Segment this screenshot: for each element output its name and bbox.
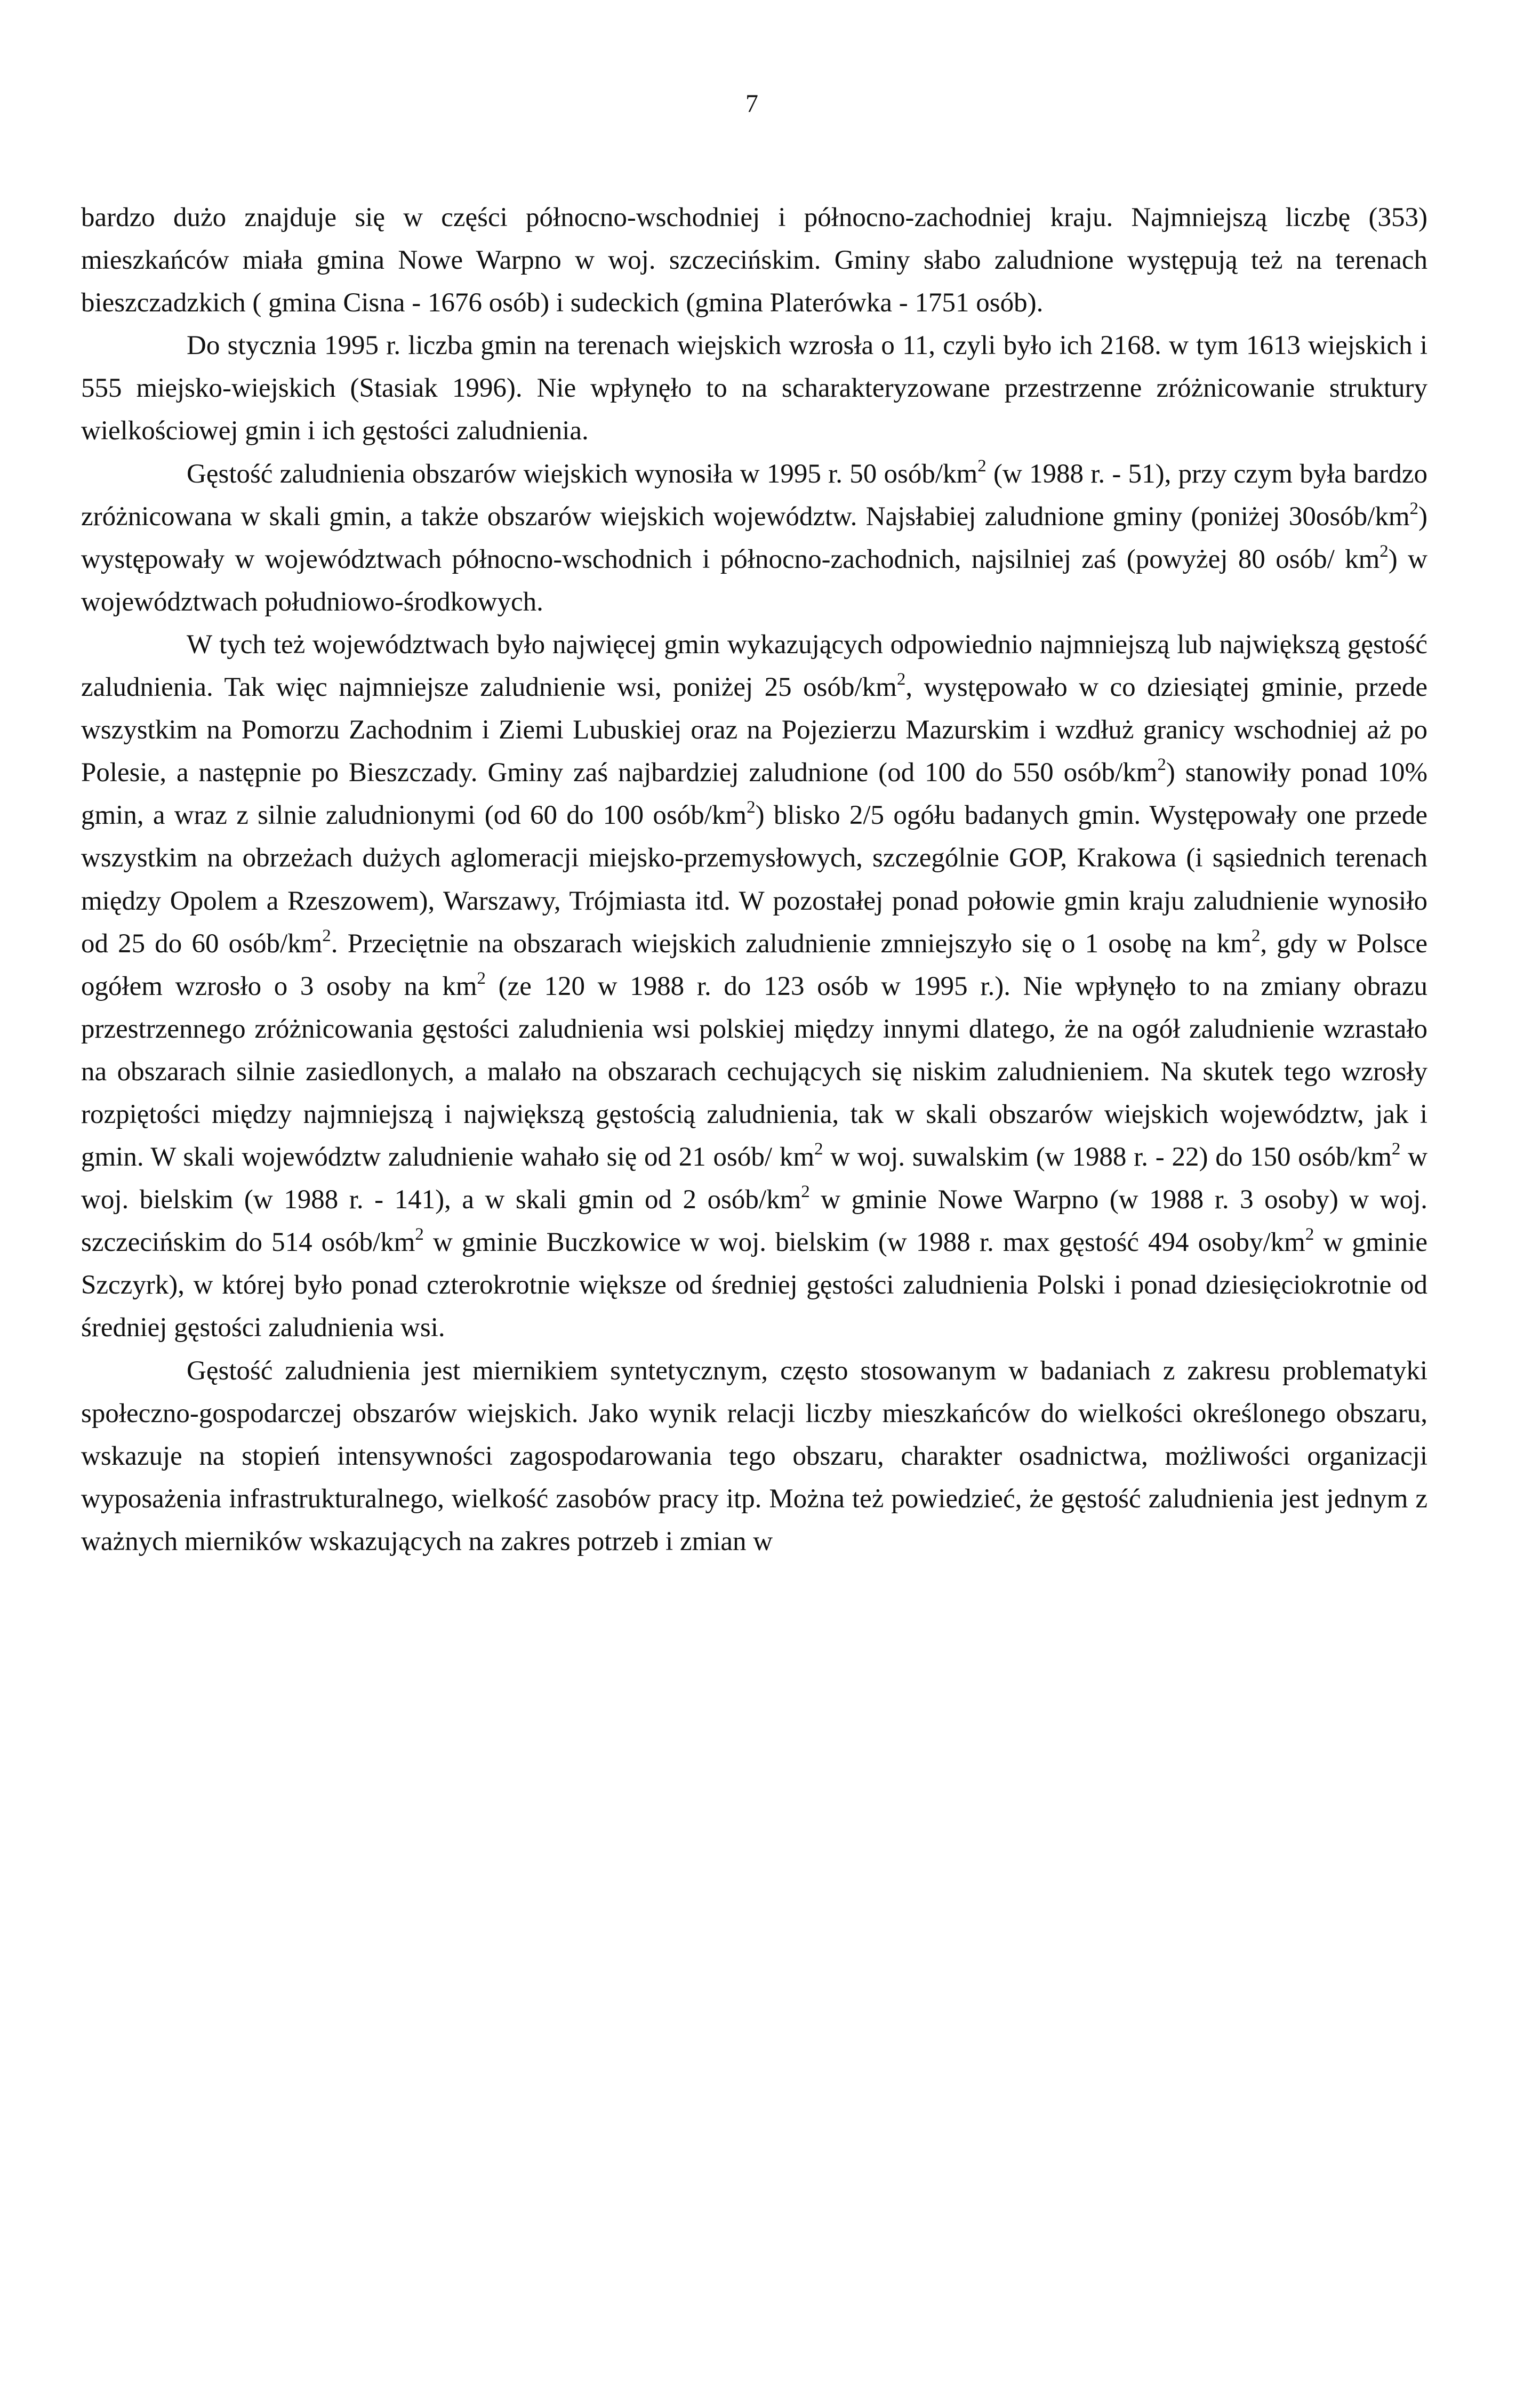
text-run: ) w województwach południowo-środkowych. <box>81 544 1427 617</box>
text-run: ) występowały w województwach północno-wschodnich i północno-zachodnich, najsilniej zaś (powyżej 80 osób/ km <box>81 501 1427 574</box>
text-run: Do stycznia 1995 r. liczba gmin na terenach wiejskich wzrosła o 11, czyli było ich 2168. w tym 1613 wiejskich i 555 miejsko-wiejskich (Stasiak 1996). Nie wpłynęło to na scharakteryzowane przestrzenne zróżnicowanie struktury wielkościowej gmin i ich gęstości zaludnienia. <box>81 331 1427 446</box>
text-run: W tych też województwach było najwięcej gmin wykazujących odpowiednio najmniejszą lub największą gęstość zaludnienia. Tak więc najmniejsze zaludnienie wsi, poniżej 25 osób/km <box>81 629 1427 703</box>
superscript: 2 <box>1305 1225 1314 1245</box>
superscript: 2 <box>977 456 986 476</box>
superscript: 2 <box>1409 499 1419 518</box>
superscript: 2 <box>322 926 331 945</box>
text-run: (ze 120 w 1988 r. do 123 osób w 1995 r.). Nie wpłynęło to na zmiany obrazu przestrzennego zróżnicowania gęstości zaludnienia wsi polskiej między innymi dlatego, że na ogół zaludnienie wzrastało na obszarach silnie zasiedlonych, a malało na obszarach cechujących się niskim zaludnieniem. Na skutek tego wzrosły rozpiętości między najmniejszą i największą gęstością zaludnienia, tak w skali obszarów wiejskich województw, jak i gmin. W skali województw zaludnienie wahało się od 21 osób/ km <box>81 971 1427 1173</box>
text-run: w woj. bielskim (w 1988 r. - 141), a w skali gmin od 2 osób/km <box>81 1142 1427 1215</box>
text-run: , gdy w Polsce ogółem wzrosło o 3 osoby na km <box>81 928 1428 1001</box>
text-run: (w 1988 r. - 51), przy czym była bardzo zróżnicowana w skali gmin, a także obszarów wiejskich województw. Najsłabiej zaludnione gminy (poniżej 30osób/km <box>81 459 1427 532</box>
text-run: ) blisko 2/5 ogółu badanych gmin. Występowały one przede wszystkim na obrzeżach dużych aglomeracji miejsko-przemysłowych, szczególnie GOP, Krakowa (i sąsiednich terenach między Opolem a Rzeszowem), Warszawy, Trójmiasta itd. W pozostałej ponad połowie gmin kraju zaludnienie wynosiło od 25 do 60 osób/km <box>81 800 1427 959</box>
paragraph <box>81 453 1427 623</box>
superscript: 2 <box>477 968 486 988</box>
page-number: 7 <box>745 90 758 118</box>
text-run: . Przeciętnie na obszarach wiejskich zaludnienie zmniejszyło się o 1 osobę na km <box>331 928 1252 959</box>
text-run: w woj. suwalskim (w 1988 r. - 22) do 150 osób/km <box>823 1142 1392 1173</box>
superscript: 2 <box>801 1182 810 1202</box>
text-run: w gminie Buczkowice w woj. bielskim (w 1988 r. max gęstość 494 osoby/km <box>423 1227 1305 1258</box>
paragraph <box>81 196 1427 324</box>
text-run: , występowało w co dziesiątej gminie, przede wszystkim na Pomorzu Zachodnim i Ziemi Lubuskiej oraz na Pojezierzu Mazurskim i wzdłuż granicy wschodniej aż po Polesie, a następnie po Bieszczady. Gminy zaś najbardziej zaludnione (od 100 do 550 osób/km <box>81 672 1427 788</box>
text-run: w gminie Szczyrk), w której było ponad czterokrotnie większe od średniej gęstości zaludnienia Polski i ponad dziesięciokrotnie od średniej gęstości zaludnienia wsi. <box>81 1227 1427 1343</box>
text-run: ) stanowiły ponad 10% gmin, a wraz z silnie zaludnionymi (od 60 do 100 osób/km <box>81 758 1427 831</box>
paragraph <box>81 623 1427 1350</box>
superscript: 2 <box>814 1139 823 1159</box>
paragraph <box>81 324 1427 452</box>
superscript: 2 <box>747 798 756 817</box>
superscript: 2 <box>1251 926 1261 945</box>
text-run: bardzo dużo znajduje się w części północno-wschodniej i północno-zachodniej kraju. Najmniejszą liczbę (353) mieszkańców miała gmina Nowe Warpno w woj. szczecińskim. Gminy słabo zaludnione występują też na terenach bieszczadzkich ( gmina Cisna - 1676 osób) i sudeckich (gmina Platerówka - 1751 osób). <box>81 203 1427 318</box>
superscript: 2 <box>1379 541 1389 561</box>
text-run: w gminie Nowe Warpno (w 1988 r. 3 osoby) w woj. szczecińskim do 514 osób/km <box>81 1185 1427 1258</box>
body-text <box>81 196 1427 1563</box>
text-run: Gęstość zaludnienia obszarów wiejskich wynosiła w 1995 r. 50 osób/km <box>187 459 978 489</box>
superscript: 2 <box>415 1225 424 1245</box>
superscript: 2 <box>896 670 906 689</box>
paragraph <box>81 1350 1427 1563</box>
superscript: 2 <box>1391 1139 1401 1159</box>
superscript: 2 <box>1157 755 1166 775</box>
text-run: Gęstość zaludnienia jest miernikiem syntetycznym, często stosowanym w badaniach z zakresu problematyki społeczno-gospodarczej obszarów wiejskich. Jako wynik relacji liczby mieszkańców do wielkości określonego obszaru, wskazuje na stopień intensywności zagospodarowania tego obszaru, charakter osadnictwa, możliwości organizacji wyposażenia infrastrukturalnego, wielkość zasobów pracy itp. Można też powiedzieć, że gęstość zaludnienia jest jednym z ważnych mierników wskazujących na zakres potrzeb i zmian w <box>81 1355 1427 1556</box>
